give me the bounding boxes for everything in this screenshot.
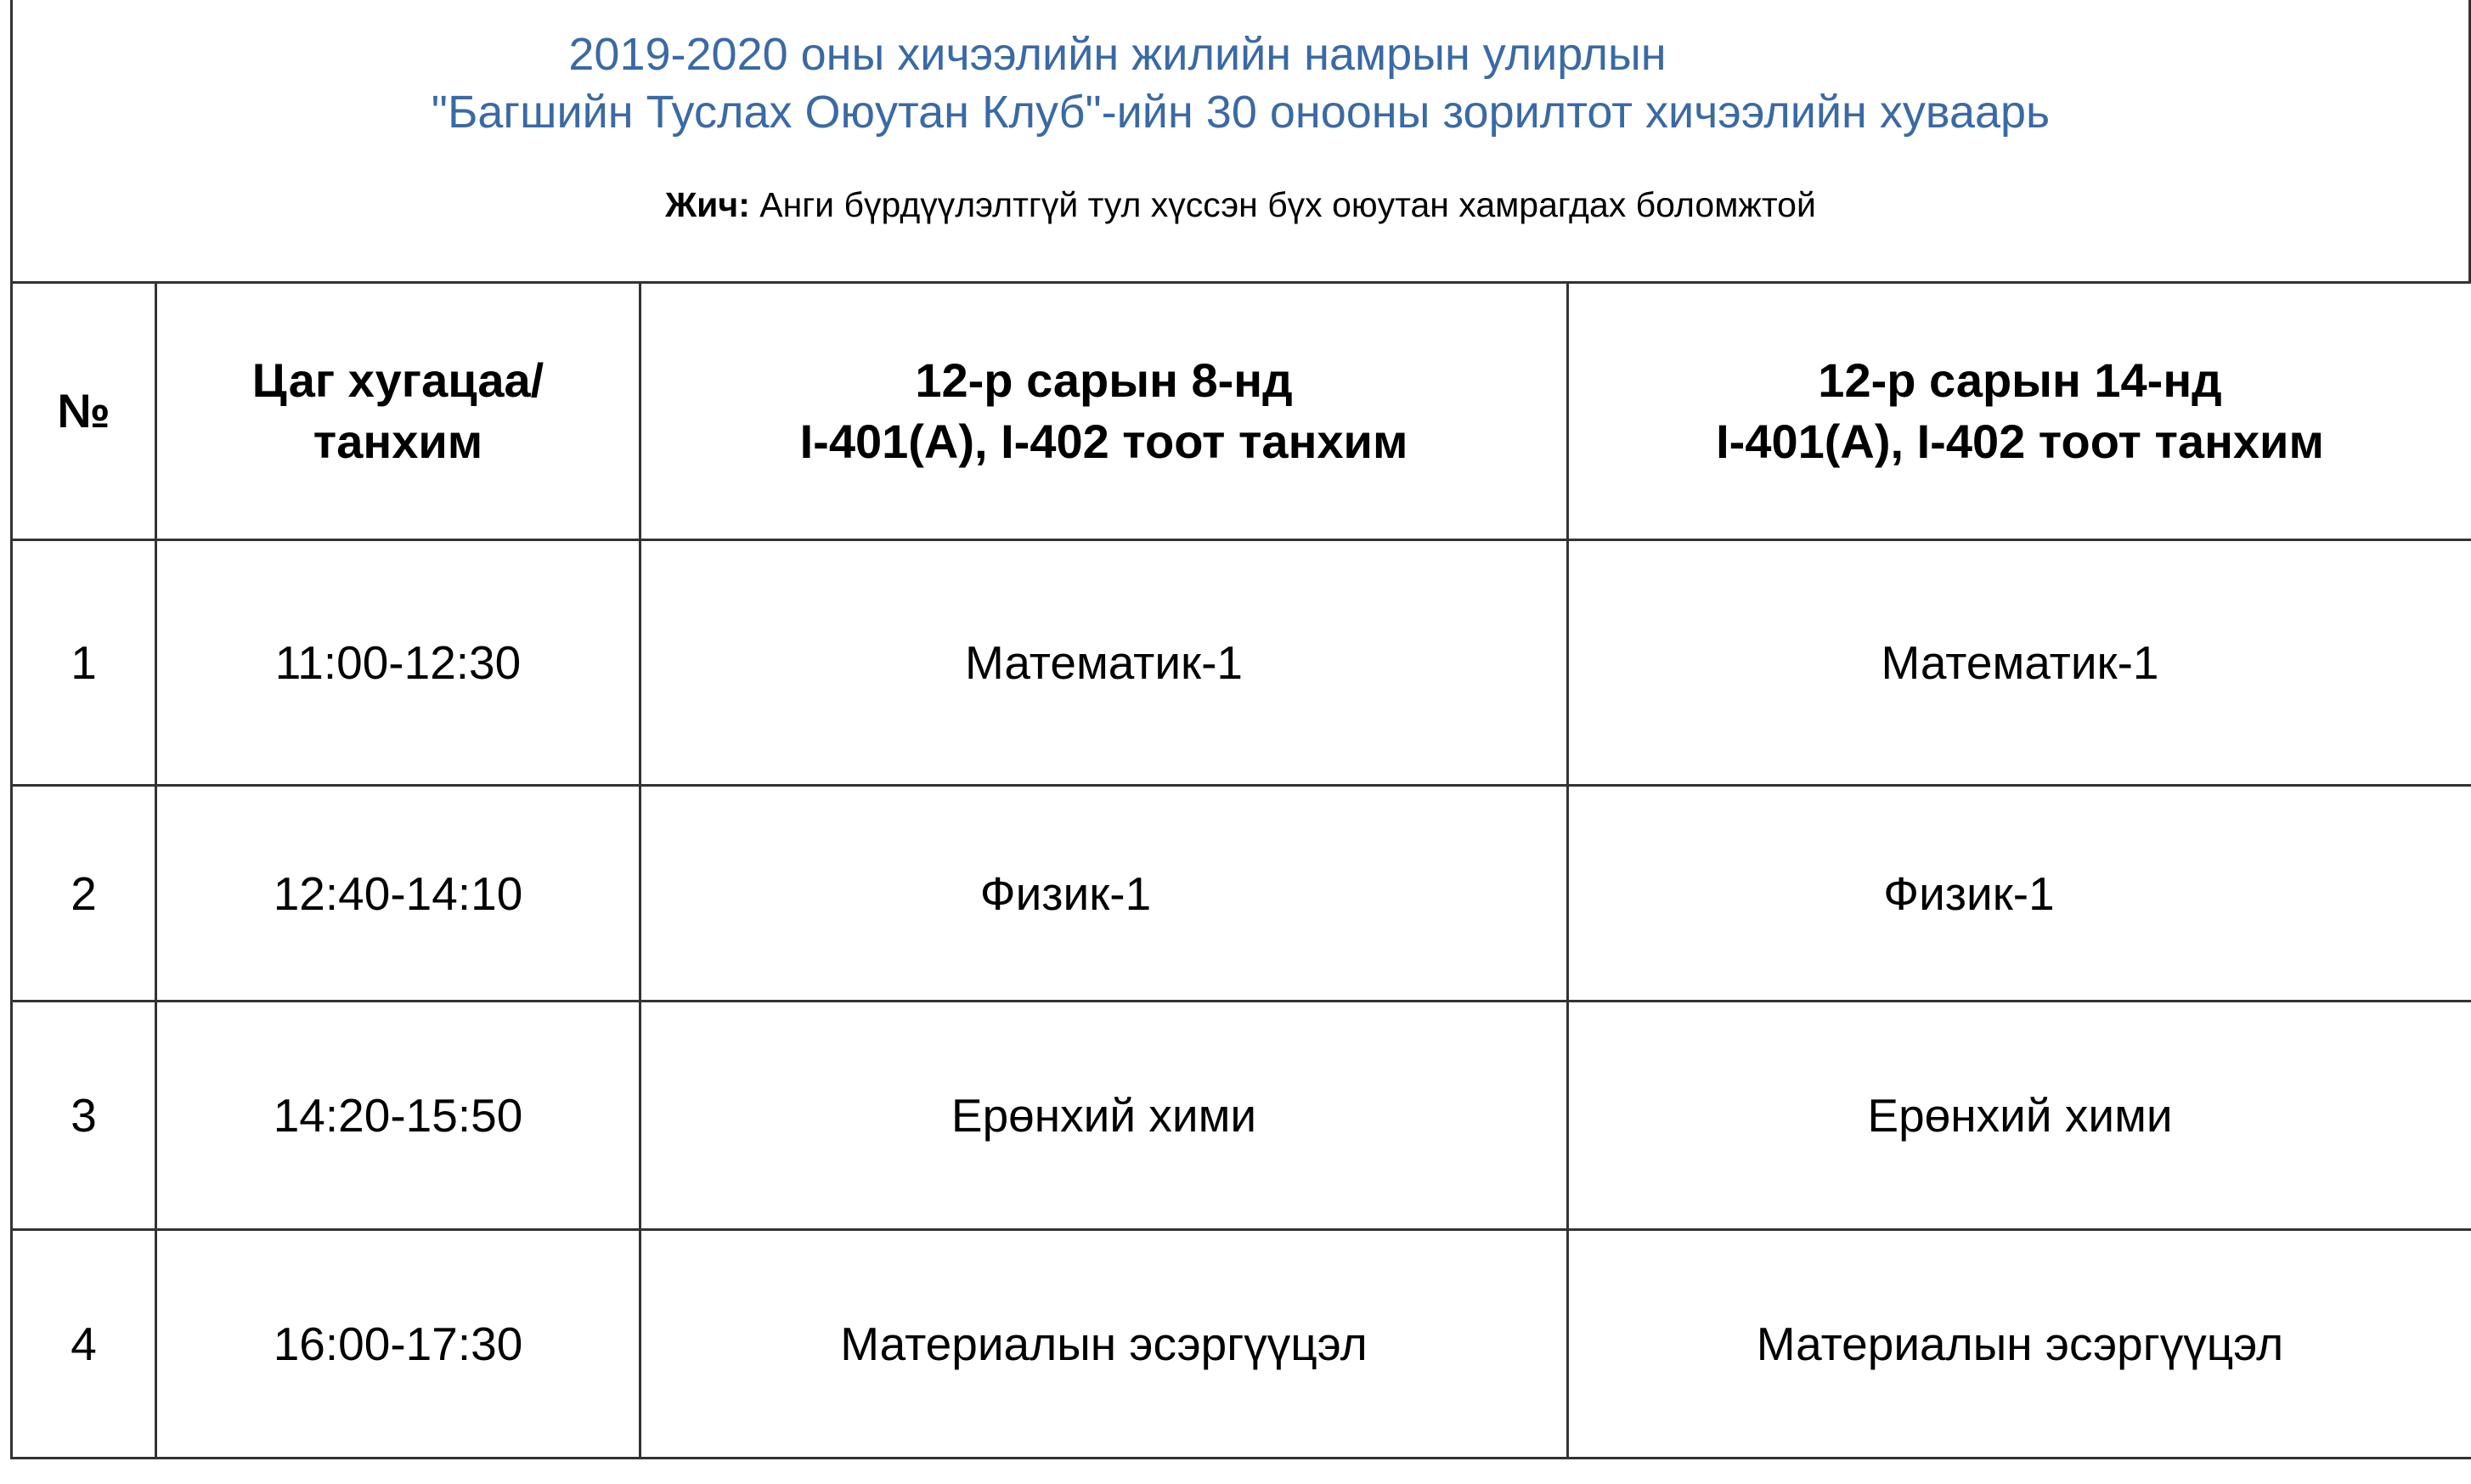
table-row [12,1002,2471,1230]
header-day2: 12-р сарын 14-нд I-401(А), I-402 тоот танхим [1568,283,2471,540]
cell-day1-text: Физик-1 [979,866,1152,920]
table-row [12,786,2471,1002]
cell-day1: Материалын эсэргүүцэл [640,1230,1568,1459]
cell-day2: Математик-1 [1568,540,2471,786]
table-header-row [12,283,2471,540]
cell-time: 11:00-12:30 [156,540,640,786]
cell-day1 [640,786,1568,1002]
cell-no: 3 [12,1002,156,1230]
header-no: № [12,283,156,540]
table-row [12,540,2471,786]
schedule-table [10,281,2471,1459]
note-text: Анги бүрдүүлэлтгүй тул хүссэн бүх оюутан хамрагдах боломжтой [749,185,1816,224]
table-row [12,1230,2471,1459]
cell-time: 14:20-15:50 [156,1002,640,1230]
header-time: Цаг хугацаа/ танхим [156,283,640,540]
title-line-1: 2019-2020 оны хичээлийн жилийн намрын улирлын [568,29,1667,80]
cell-day1: Ерөнхий хими [640,1002,1568,1230]
cell-no: 1 [12,540,156,786]
cell-day2: Ерөнхий хими [1568,1002,2471,1230]
cell-day1: Математик-1 [640,540,1568,786]
title-line-2: "Багшийн Туслах Оюутан Клуб"-ийн 30 онооны зорилтот хичээлийн хуваарь [431,87,2051,138]
document-header [10,0,2471,284]
cell-no: 2 [12,786,156,1002]
cell-time: 16:00-17:30 [156,1230,640,1459]
note-label: Жич: [665,185,750,224]
note [13,183,2468,226]
cell-time: 12:40-14:10 [156,786,640,1002]
header-day1: 12-р сарын 8-нд I-401(А), I-402 тоот танхим [640,283,1568,540]
cell-day2: Материалын эсэргүүцэл [1568,1230,2471,1459]
cell-day2 [1568,786,2471,1002]
cell-day2-text: Физик-1 [1883,866,2055,920]
cell-no: 4 [12,1230,156,1459]
